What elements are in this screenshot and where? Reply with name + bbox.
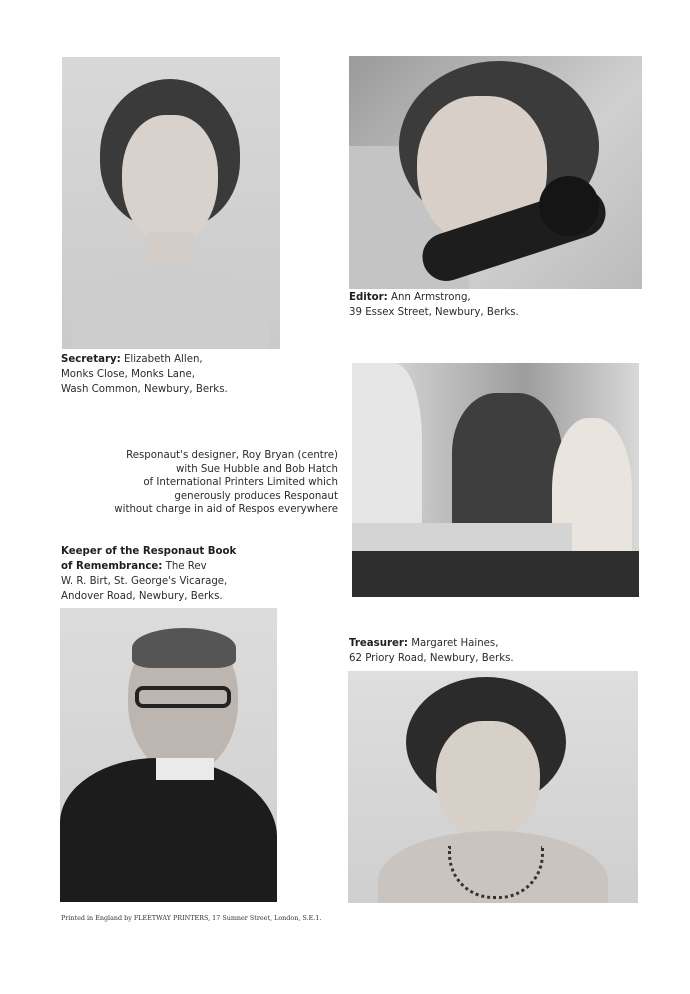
group-caption-line-4: generously produces Responaut (174, 490, 338, 502)
table-base-shape (352, 551, 639, 597)
group-caption-line-3: of International Printers Limited which (143, 477, 338, 489)
telephone-earpiece-shape (539, 176, 599, 236)
editor-name: Ann Armstrong, (390, 292, 471, 303)
group-caption (114, 449, 338, 517)
keeper-role-line-2: of Remembrance: (61, 561, 163, 572)
face-shape (436, 721, 540, 841)
keeper-role-line-1: Keeper of the Responaut Book (61, 546, 237, 557)
glasses-shape (135, 686, 231, 708)
keeper-address-line-1: W. R. Birt, St. George's Vicarage, (61, 576, 228, 587)
centre-person-shape (452, 393, 562, 543)
shoulders-shape (72, 265, 270, 349)
editor-photo (349, 56, 642, 289)
group-caption-line-1: Responaut's designer, Roy Bryan (centre) (126, 450, 338, 461)
editor-caption (349, 290, 519, 320)
editor-role: Editor: (349, 292, 388, 303)
treasurer-role: Treasurer: (349, 638, 408, 649)
secretary-role: Secretary: (61, 354, 121, 365)
group-caption-line-5: without charge in aid of Respos everywhere (114, 504, 338, 516)
secretary-caption (61, 352, 228, 397)
secretary-name: Elizabeth Allen, (123, 354, 203, 365)
keeper-name: The Rev (165, 561, 207, 572)
treasurer-address: 62 Priory Road, Newbury, Berks. (349, 653, 514, 664)
keeper-address-line-2: Andover Road, Newbury, Berks. (61, 591, 223, 602)
treasurer-name: Margaret Haines, (411, 638, 499, 649)
face-shape (122, 115, 218, 245)
group-caption-line-2: with Sue Hubble and Bob Hatch (176, 463, 338, 475)
keeper-caption (61, 544, 236, 604)
collar-shape (156, 758, 214, 780)
treasurer-caption (349, 636, 514, 666)
editor-address: 39 Essex Street, Newbury, Berks. (349, 307, 519, 318)
treasurer-photo (348, 671, 638, 903)
group-photo (352, 363, 639, 597)
hair-shape (132, 628, 236, 668)
printer-imprint: Printed in England by FLEETWAY PRINTERS, 17 Sumner Street, London, S.E.1. (61, 914, 322, 922)
secretary-photo (62, 57, 280, 349)
secretary-address-line-1: Monks Close, Monks Lane, (61, 369, 195, 380)
table-shape (352, 523, 572, 551)
secretary-address-line-2: Wash Common, Newbury, Berks. (61, 384, 228, 395)
keeper-photo (60, 608, 277, 902)
